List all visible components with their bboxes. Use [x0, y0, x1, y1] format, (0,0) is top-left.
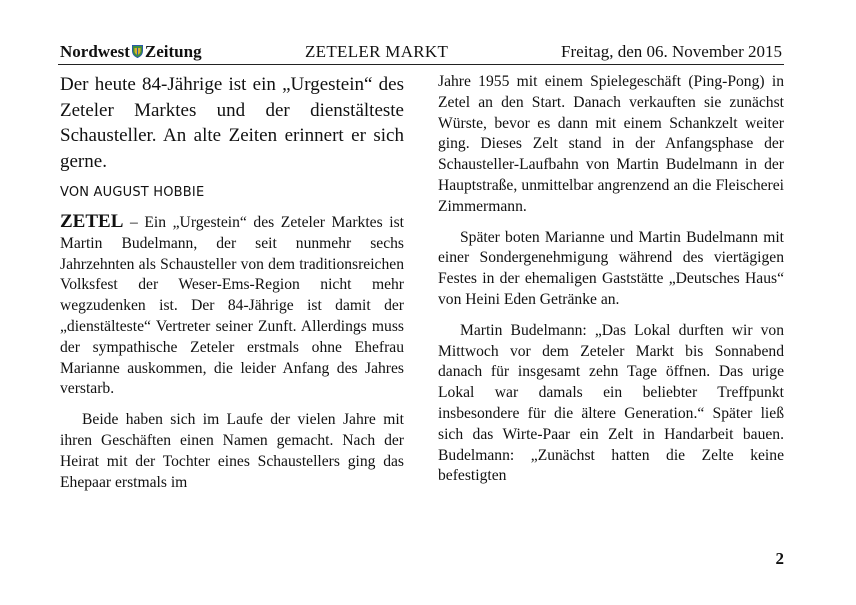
article-paragraph-2: Beide haben sich im Laufe der vielen Jahre mit ihren Geschäften einen Namen gemacht. Nach der Heirat mit der Tochter eines Schaustellers ging das Ehepaar erstmals im	[60, 411, 404, 491]
section-title: ZETELER MARKT	[305, 42, 449, 61]
article-paragraph-2-continued: Jahre 1955 mit einem Spielegeschäft (Ping-Pong) in Zetel an den Start. Danach verkauften sie zunächst Würste, bevor es dann mit einem Schankzelt weiter ging. Dieses Zelt stand in der Anfangsphase der Schausteller-Laufbahn von Martin Budelmann in der Hauptstraße, unmittelbar angrenzend an die Fleischerei Zimmermann.	[438, 73, 784, 215]
article-byline: VON AUGUST HOBBIE	[60, 185, 205, 200]
page-number: 2	[775, 549, 784, 568]
header-rule	[58, 64, 784, 65]
article-lead: Der heute 84-Jährige ist ein „Urgestein“ des Zeteler Marktes und der dienstälteste Schausteller. An alte Zeiten erinnert er sich gerne.	[60, 74, 404, 172]
article-paragraph-1	[60, 212, 404, 400]
article-column-right	[438, 72, 784, 497]
article-paragraph-4: Martin Budelmann: „Das Lokal durften wir von Mittwoch vor dem Zeteler Markt bis Sonnabend danach für insgesamt zehn Tage öffnen. Das urige Lokal war damals ein beliebter Treffpunkt insbesondere für die ältere Generation.“ Später ließ sich das Wirte-Paar ein Zelt in Handarbeit bauen. Budelmann: „Zunächst hatten die Zelte keine befestigten	[438, 321, 784, 485]
coat-of-arms-icon	[132, 45, 143, 58]
article-paragraph-3: Später boten Marianne und Martin Budelmann mit einer Sondergenehmigung während des viertägigen Festes in der ehemaligen Gaststätte „Deutsches Haus“ von Heini Eden Getränke an.	[438, 228, 784, 308]
newspaper-name	[60, 42, 202, 62]
article-paragraph-1-text: – Ein „Urgestein“ des Zeteler Marktes ist Martin Budelmann, der seit nunmehr sechs Jahrzehnten als Schausteller von dem traditionsreichen Volksfest der Weser-Ems-Region nicht mehr wegzudenken ist. Der 84-Jährige ist damit der „dienstälteste“ Vertreter seiner Zunft. Allerdings muss der sympathische Zeteler erstmals ohne Ehefrau Marianne auskommen, die leider Anfang des Jahres verstarb.	[60, 214, 404, 398]
page-header	[60, 42, 782, 64]
issue-date: Freitag, den 06. November 2015	[561, 42, 782, 61]
newspaper-name-part2: Zeitung	[144, 42, 202, 61]
article-dateline: ZETEL	[60, 211, 124, 232]
newspaper-name-part1: Nordwest	[60, 42, 130, 61]
article-column-left	[60, 72, 404, 503]
